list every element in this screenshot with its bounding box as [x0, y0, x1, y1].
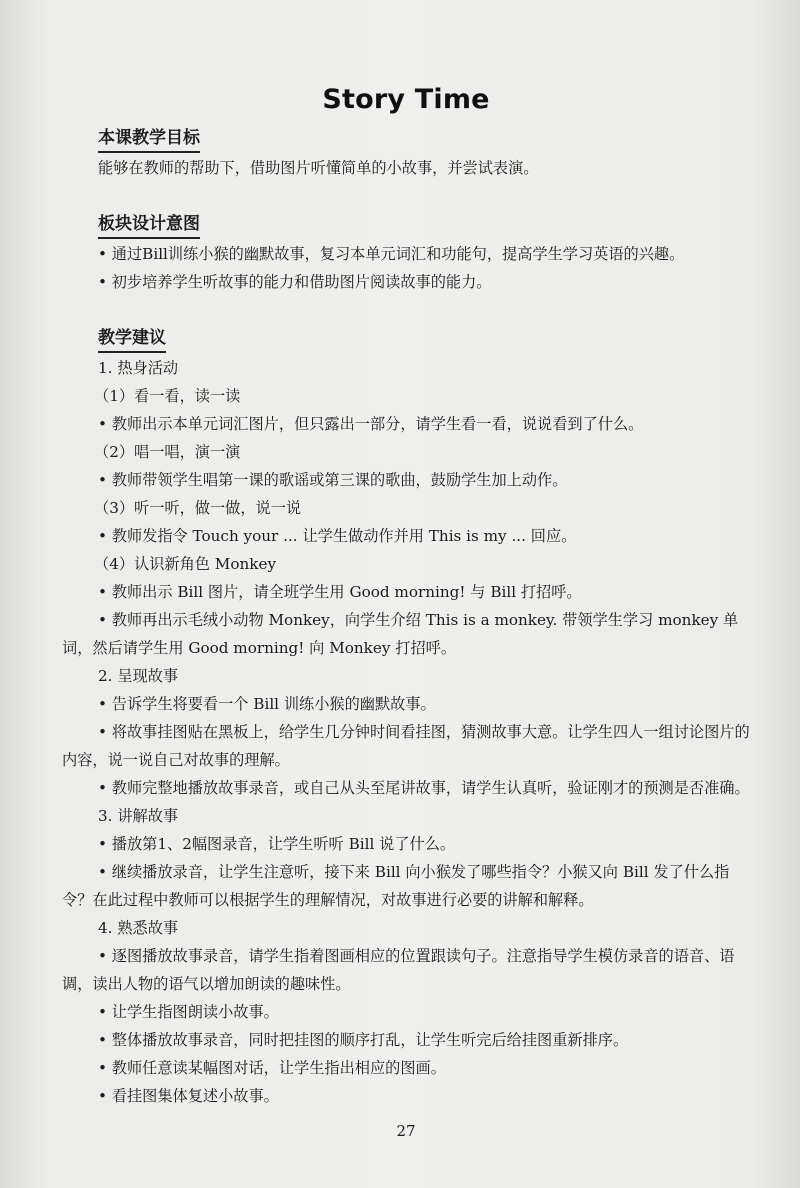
goal-paragraph: 能够在教师的帮助下，借助图片听懂简单的小故事，并尝试表演。 — [98, 159, 539, 177]
suggestion-item: • 教师任意读某幅图对话，让学生指出相应的图画。 — [62, 1054, 750, 1082]
page-number: 27 — [396, 1122, 416, 1140]
step-heading: 3. 讲解故事 — [98, 807, 179, 825]
sub-step-heading: （4）认识新角色 Monkey — [94, 555, 277, 573]
section-heading-suggestions: 教学建议 — [98, 326, 166, 353]
section-heading-goals: 本课教学目标 — [98, 126, 200, 153]
sub-step-heading: （1）看一看，读一读 — [94, 387, 241, 405]
step-heading: 4. 熟悉故事 — [98, 919, 179, 937]
suggestion-item: • 教师再出示毛绒小动物 Monkey，向学生介绍 This is a monkey. 带领学生学习 monkey 单词，然后请学生用 Good morning! 向 Monkey 打招呼。 — [62, 606, 750, 662]
design-paragraph: • 通过Bill训练小猴的幽默故事，复习本单元词汇和功能句，提高学生学习英语的兴趣。 — [62, 240, 750, 268]
section-heading-design: 板块设计意图 — [98, 212, 200, 239]
sub-step-heading: （2）唱一唱，演一演 — [94, 443, 241, 461]
page-content — [62, 124, 750, 1110]
suggestion-item: • 播放第1、2幅图录音，让学生听听 Bill 说了什么。 — [62, 830, 750, 858]
step-heading: 1. 热身活动 — [98, 359, 179, 377]
suggestion-item: • 告诉学生将要看一个 Bill 训练小猴的幽默故事。 — [62, 690, 750, 718]
suggestion-item: • 教师出示 Bill 图片，请全班学生用 Good morning! 与 Bill 打招呼。 — [62, 578, 750, 606]
suggestion-item: • 教师出示本单元词汇图片，但只露出一部分，请学生看一看，说说看到了什么。 — [62, 410, 750, 438]
page-title: Story Time — [322, 84, 490, 115]
suggestion-item: • 教师完整地播放故事录音，或自己从头至尾讲故事，请学生认真听，验证刚才的预测是否准确。 — [62, 774, 750, 802]
step-heading: 2. 呈现故事 — [98, 667, 179, 685]
sub-step-heading: （3）听一听，做一做，说一说 — [94, 499, 302, 517]
suggestion-item: • 逐图播放故事录音，请学生指着图画相应的位置跟读句子。注意指导学生模仿录音的语音、语调，读出人物的语气以增加朗读的趣味性。 — [62, 942, 750, 998]
suggestion-item: • 整体播放故事录音，同时把挂图的顺序打乱，让学生听完后给挂图重新排序。 — [62, 1026, 750, 1054]
suggestion-item: • 看挂图集体复述小故事。 — [62, 1082, 750, 1110]
suggestion-item: • 继续播放录音，让学生注意听，接下来 Bill 向小猴发了哪些指令？小猴又向 Bill 发了什么指令？在此过程中教师可以根据学生的理解情况，对故事进行必要的讲解和解释。 — [62, 858, 750, 914]
suggestion-item: • 教师带领学生唱第一课的歌谣或第三课的歌曲，鼓励学生加上动作。 — [62, 466, 750, 494]
suggestion-item: • 教师发指令 Touch your ... 让学生做动作并用 This is my ... 回应。 — [62, 522, 750, 550]
suggestion-item: • 将故事挂图贴在黑板上，给学生几分钟时间看挂图，猜测故事大意。让学生四人一组讨论图片的内容，说一说自己对故事的理解。 — [62, 718, 750, 774]
suggestion-item: • 让学生指图朗读小故事。 — [62, 998, 750, 1026]
design-paragraph: • 初步培养学生听故事的能力和借助图片阅读故事的能力。 — [62, 268, 750, 296]
